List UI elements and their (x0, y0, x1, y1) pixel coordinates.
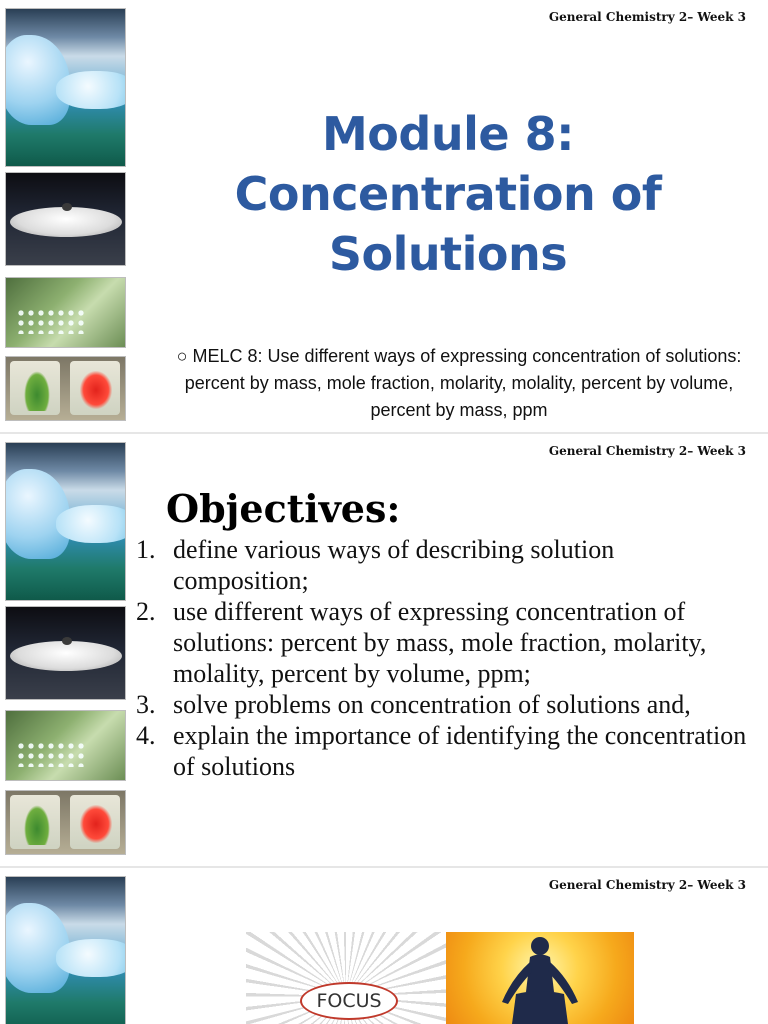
course-header: General Chemistry 2– Week 3 (548, 444, 746, 458)
title-line: Solutions (328, 227, 568, 281)
focus-arrows-image (246, 932, 446, 1024)
iceberg-image (5, 442, 126, 601)
course-header: General Chemistry 2– Week 3 (548, 10, 746, 24)
item-text: use different ways of expressing concentration of solutions: percent by mass, mole fraction, molarity, molality, percent by volume, ppm; (173, 597, 707, 688)
item-number: 2. (136, 597, 156, 626)
list-item (136, 596, 756, 689)
item-text: explain the importance of identifying the concentration of solutions (173, 721, 747, 781)
meditation-silhouette-icon (446, 932, 634, 1024)
focus-slide (0, 868, 768, 1024)
iceberg-image (5, 8, 126, 167)
iceberg-image (5, 876, 126, 1024)
jars-image (5, 356, 126, 421)
title-line: Module 8: (322, 107, 574, 161)
focus-label: FOCUS (300, 982, 398, 1020)
list-item (136, 534, 756, 596)
list-item (136, 689, 756, 720)
melc-text: ○ MELC 8: Use different ways of expressing concentration of solutions: percent by mass, mole fraction, molarity, molality, percent by volume, percent by mass, ppm (176, 346, 742, 420)
module-title (168, 104, 728, 284)
meditation-image (446, 932, 634, 1024)
leaf-droplets-image (5, 710, 126, 781)
item-number: 3. (136, 690, 156, 719)
objectives-heading: Objectives: (166, 486, 401, 531)
course-header: General Chemistry 2– Week 3 (548, 878, 746, 892)
jars-image (5, 790, 126, 855)
title-slide (0, 0, 768, 432)
petri-dish-image (5, 172, 126, 266)
item-number: 1. (136, 535, 156, 564)
petri-dish-image (5, 606, 126, 700)
item-number: 4. (136, 721, 156, 750)
list-item (136, 720, 756, 782)
title-line: Concentration of (234, 167, 662, 221)
leaf-droplets-image (5, 277, 126, 348)
objectives-slide (0, 434, 768, 866)
objectives-list (136, 534, 756, 782)
item-text: define various ways of describing solution composition; (173, 535, 615, 595)
item-text: solve problems on concentration of solutions and, (173, 690, 691, 719)
